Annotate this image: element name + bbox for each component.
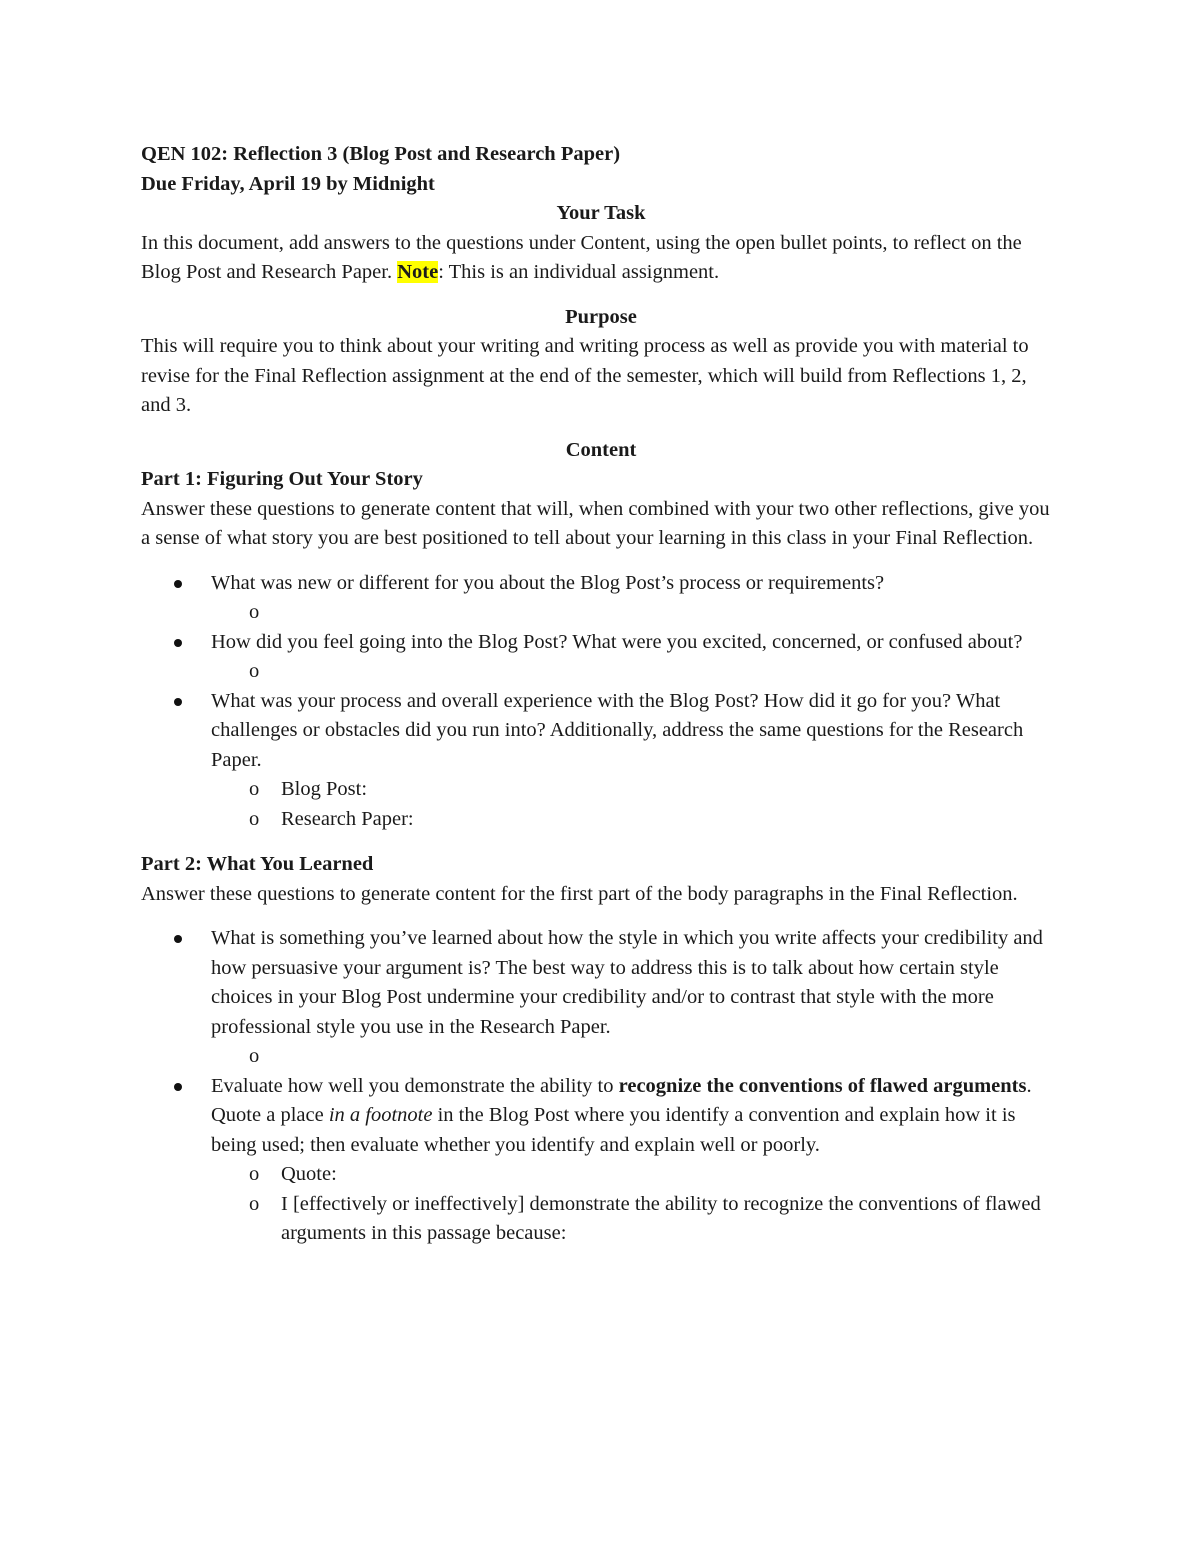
bullet-icon bbox=[174, 698, 182, 706]
list-item bbox=[141, 924, 1061, 1072]
list-item bbox=[141, 687, 1061, 835]
open-bullet-icon: o bbox=[249, 1163, 260, 1185]
answer-label: Blog Post: bbox=[281, 778, 368, 800]
question-text: How did you feel going into the Blog Post? What were you excited, concerned, or confused about? bbox=[211, 630, 1023, 653]
answer-item[interactable] bbox=[211, 598, 1061, 628]
question-text: What was new or different for you about the Blog Post’s process or requirements? bbox=[211, 571, 885, 594]
part1-heading: Part 1: Figuring Out Your Story bbox=[141, 468, 423, 490]
open-bullet-icon: o bbox=[249, 1045, 260, 1067]
open-bullet-icon: o bbox=[249, 807, 260, 830]
document-page bbox=[141, 140, 1061, 1249]
answer-item[interactable] bbox=[211, 1160, 1061, 1190]
answer-item[interactable] bbox=[211, 1042, 1061, 1072]
open-bullet-icon: o bbox=[249, 778, 260, 800]
italic-phrase: in a footnote bbox=[328, 1104, 433, 1126]
question-text: What was your process and overall experience with the Blog Post? How did it go for you? What challenges or obstacles did you run into? Additionally, address the same questions for the Research Paper. bbox=[211, 689, 1024, 771]
answer-item[interactable] bbox=[211, 1190, 1061, 1249]
purpose-text: This will require you to think about your writing and writing process as well as provide you with material to revise for the Final Reflection assignment at the end of the semester, which will build from Reflections 1, 2, and 3. bbox=[141, 335, 1029, 416]
answer-label: I [effectively or ineffectively] demonstrate the ability to recognize the conventions of flawed arguments in this passage because: bbox=[281, 1192, 1041, 1244]
answer-item[interactable] bbox=[211, 775, 1061, 805]
answer-item[interactable] bbox=[211, 657, 1061, 687]
part2-intro: Answer these questions to generate content for the first part of the body paragraphs in the Final Reflection. bbox=[141, 882, 1018, 905]
bullet-icon bbox=[174, 935, 182, 943]
list-item bbox=[141, 628, 1061, 687]
part1-question-list bbox=[141, 569, 1061, 835]
answer-label: Quote: bbox=[281, 1163, 337, 1185]
question-text: Evaluate how well you demonstrate the ability to recognize the conventions of flawed arguments. Quote a place in a footnote in the Blog Post where you identify a convention and explain how it is being used; then evaluate whether you identify and explain well or poorly. bbox=[211, 1074, 1032, 1156]
part2-heading: Part 2: What You Learned bbox=[141, 853, 374, 875]
bullet-icon bbox=[174, 1083, 182, 1091]
answer-label: Research Paper: bbox=[281, 807, 414, 830]
answer-list bbox=[211, 1160, 1061, 1249]
note-highlight: Note bbox=[397, 261, 439, 283]
question-text: What is something you’ve learned about how the style in which you write affects your credibility and how persuasive your argument is? The best way to address this is to talk about how certain style choices in your Blog Post undermine your credibility and/or to contrast that style with the more professional style you use in the Research Paper. bbox=[211, 927, 1043, 1038]
answer-list bbox=[211, 598, 1061, 628]
answer-list bbox=[211, 657, 1061, 687]
due-date: Due Friday, April 19 by Midnight bbox=[141, 172, 435, 195]
open-bullet-icon: o bbox=[249, 601, 260, 623]
answer-item[interactable] bbox=[211, 805, 1061, 835]
your-task-heading: Your Task bbox=[556, 202, 646, 224]
bullet-icon bbox=[174, 639, 182, 647]
document-title: QEN 102: Reflection 3 (Blog Post and Research Paper) bbox=[141, 143, 621, 165]
content-heading: Content bbox=[565, 438, 637, 461]
list-item bbox=[141, 569, 1061, 628]
answer-list bbox=[211, 775, 1061, 834]
answer-list bbox=[211, 1042, 1061, 1072]
part2-question-list bbox=[141, 924, 1061, 1249]
purpose-heading: Purpose bbox=[565, 305, 637, 328]
bullet-icon bbox=[174, 580, 182, 588]
part1-intro: Answer these questions to generate content that will, when combined with your two other reflections, give you a sense of what story you are best positioned to tell about your learning in this class in your Final Reflection. bbox=[141, 497, 1050, 549]
your-task-text: In this document, add answers to the questions under Content, using the open bullet points, to reflect on the Blog Post and Research Paper. Note: This is an individual assignment. bbox=[141, 231, 1022, 283]
open-bullet-icon: o bbox=[249, 660, 260, 682]
list-item bbox=[141, 1072, 1061, 1249]
bold-phrase: recognize the conventions of flawed arguments bbox=[618, 1074, 1027, 1097]
open-bullet-icon: o bbox=[249, 1192, 260, 1215]
